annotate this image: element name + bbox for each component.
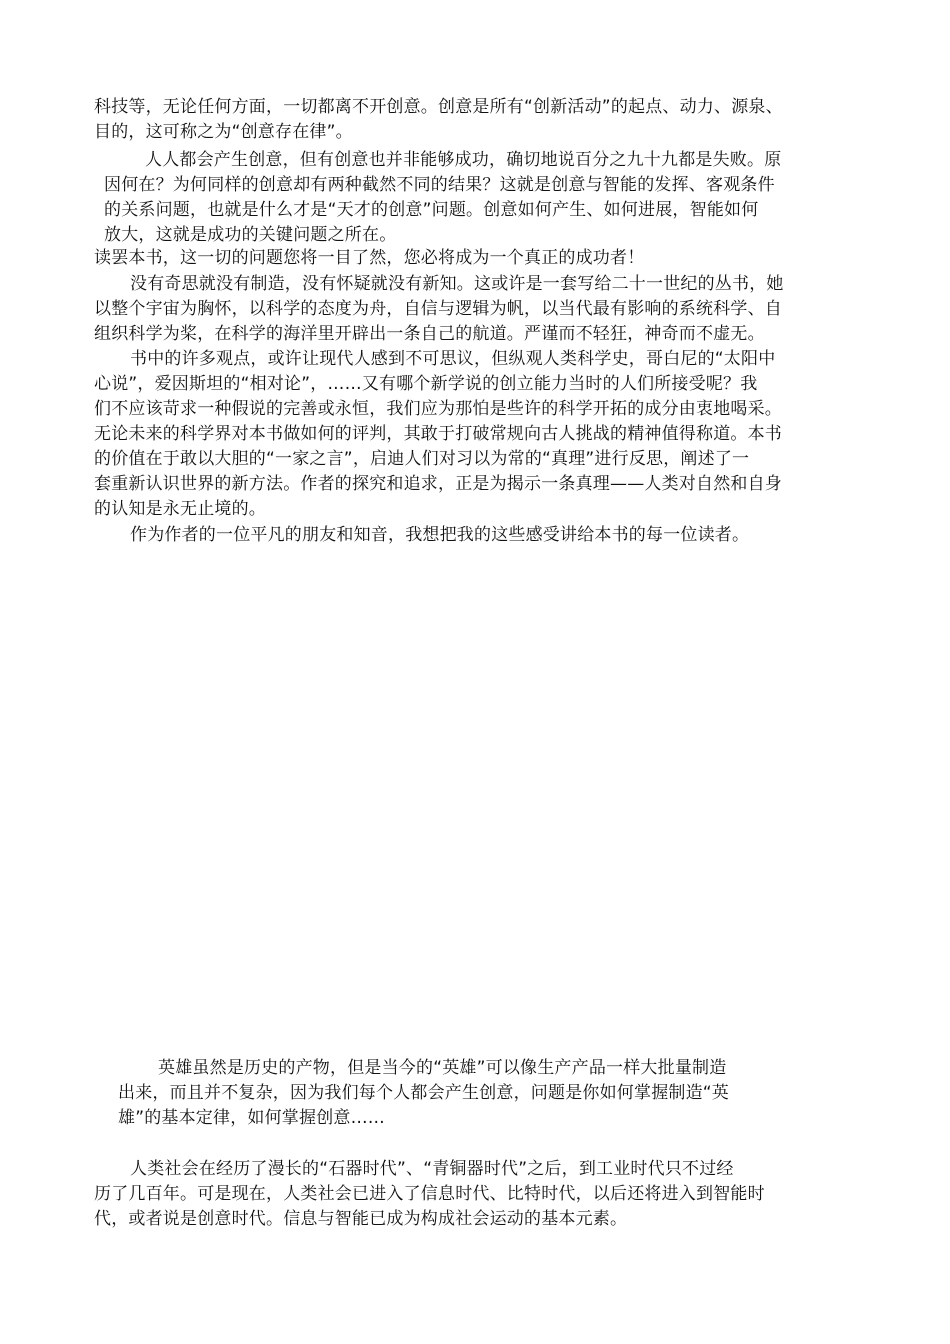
text-line: 人人都会产生创意，但有创意也并非能够成功，确切地说百分之九十九都是失败。原 xyxy=(145,150,782,170)
text-line: 的认知是永无止境的。 xyxy=(94,499,266,519)
text-line: 作为作者的一位平凡的朋友和知音，我想把我的这些感受讲给本书的每一位读者。 xyxy=(130,525,750,545)
text-line: 的价值在于敢以大胆的“一家之言”，启迪人们对习以为常的“真理”进行反思，阐述了一 xyxy=(94,449,750,469)
text-line: 书中的许多观点，或许让现代人感到不可思议，但纵观人类科学史，哥白尼的“太阳中 xyxy=(130,349,776,369)
text-line: 历了几百年。可是现在，人类社会已进入了信息时代、比特时代，以后还将进入到智能时 xyxy=(94,1184,765,1204)
text-line: 科技等，无论任何方面，一切都离不开创意。创意是所有“创新活动”的起点、动力、源泉、 xyxy=(94,97,783,117)
text-line: 英雄虽然是历史的产物，但是当今的“英雄”可以像生产产品一样大批量制造 xyxy=(158,1058,727,1078)
text-line: 心说”，爱因斯坦的“相对论”，……又有哪个新学说的创立能力当时的人们所接受呢？我 xyxy=(94,374,758,394)
text-line: 的关系问题，也就是什么才是“天才的创意”问题。创意如何产生、如何进展，智能如何 xyxy=(104,200,759,220)
text-line: 组织科学为桨，在科学的海洋里开辟出一条自己的航道。严谨而不轻狂，神奇而不虚无。 xyxy=(94,324,765,344)
text-line: 目的，这可称之为“创意存在律”。 xyxy=(94,122,353,142)
text-line: 出来，而且并不复杂，因为我们每个人都会产生创意，问题是你如何掌握制造“英 xyxy=(118,1083,730,1103)
text-line: 套重新认识世界的新方法。作者的探究和追求，正是为揭示一条真理——人类对自然和自身 xyxy=(94,474,782,494)
text-line: 人类社会在经历了漫长的“石器时代”、“青铜器时代”之后，到工业时代只不过经 xyxy=(130,1159,734,1179)
text-line: 没有奇思就没有制造，没有怀疑就没有新知。这或许是一套写给二十一世纪的丛书，她 xyxy=(130,274,784,294)
text-line: 们不应该苛求一种假说的完善或永恒，我们应为那怕是些许的科学开拓的成分由衷地喝采。 xyxy=(94,399,782,419)
text-line: 读罢本书，这一切的问题您将一目了然，您必将成为一个真正的成功者！ xyxy=(94,248,645,268)
text-line: 放大，这就是成功的关键问题之所在。 xyxy=(104,225,397,245)
text-line: 无论未来的科学界对本书做如何的评判，其敢于打破常规向古人挑战的精神值得称道。本书 xyxy=(94,424,782,444)
text-line: 因何在？为何同样的创意却有两种截然不同的结果？这就是创意与智能的发挥、客观条件 xyxy=(104,175,775,195)
text-line: 雄”的基本定律，如何掌握创意…… xyxy=(118,1108,386,1128)
text-line: 代，或者说是创意时代。信息与智能已成为构成社会运动的基本元素。 xyxy=(94,1209,628,1229)
text-line: 以整个宇宙为胸怀，以科学的态度为舟，自信与逻辑为帆，以当代最有影响的系统科学、自 xyxy=(94,299,782,319)
